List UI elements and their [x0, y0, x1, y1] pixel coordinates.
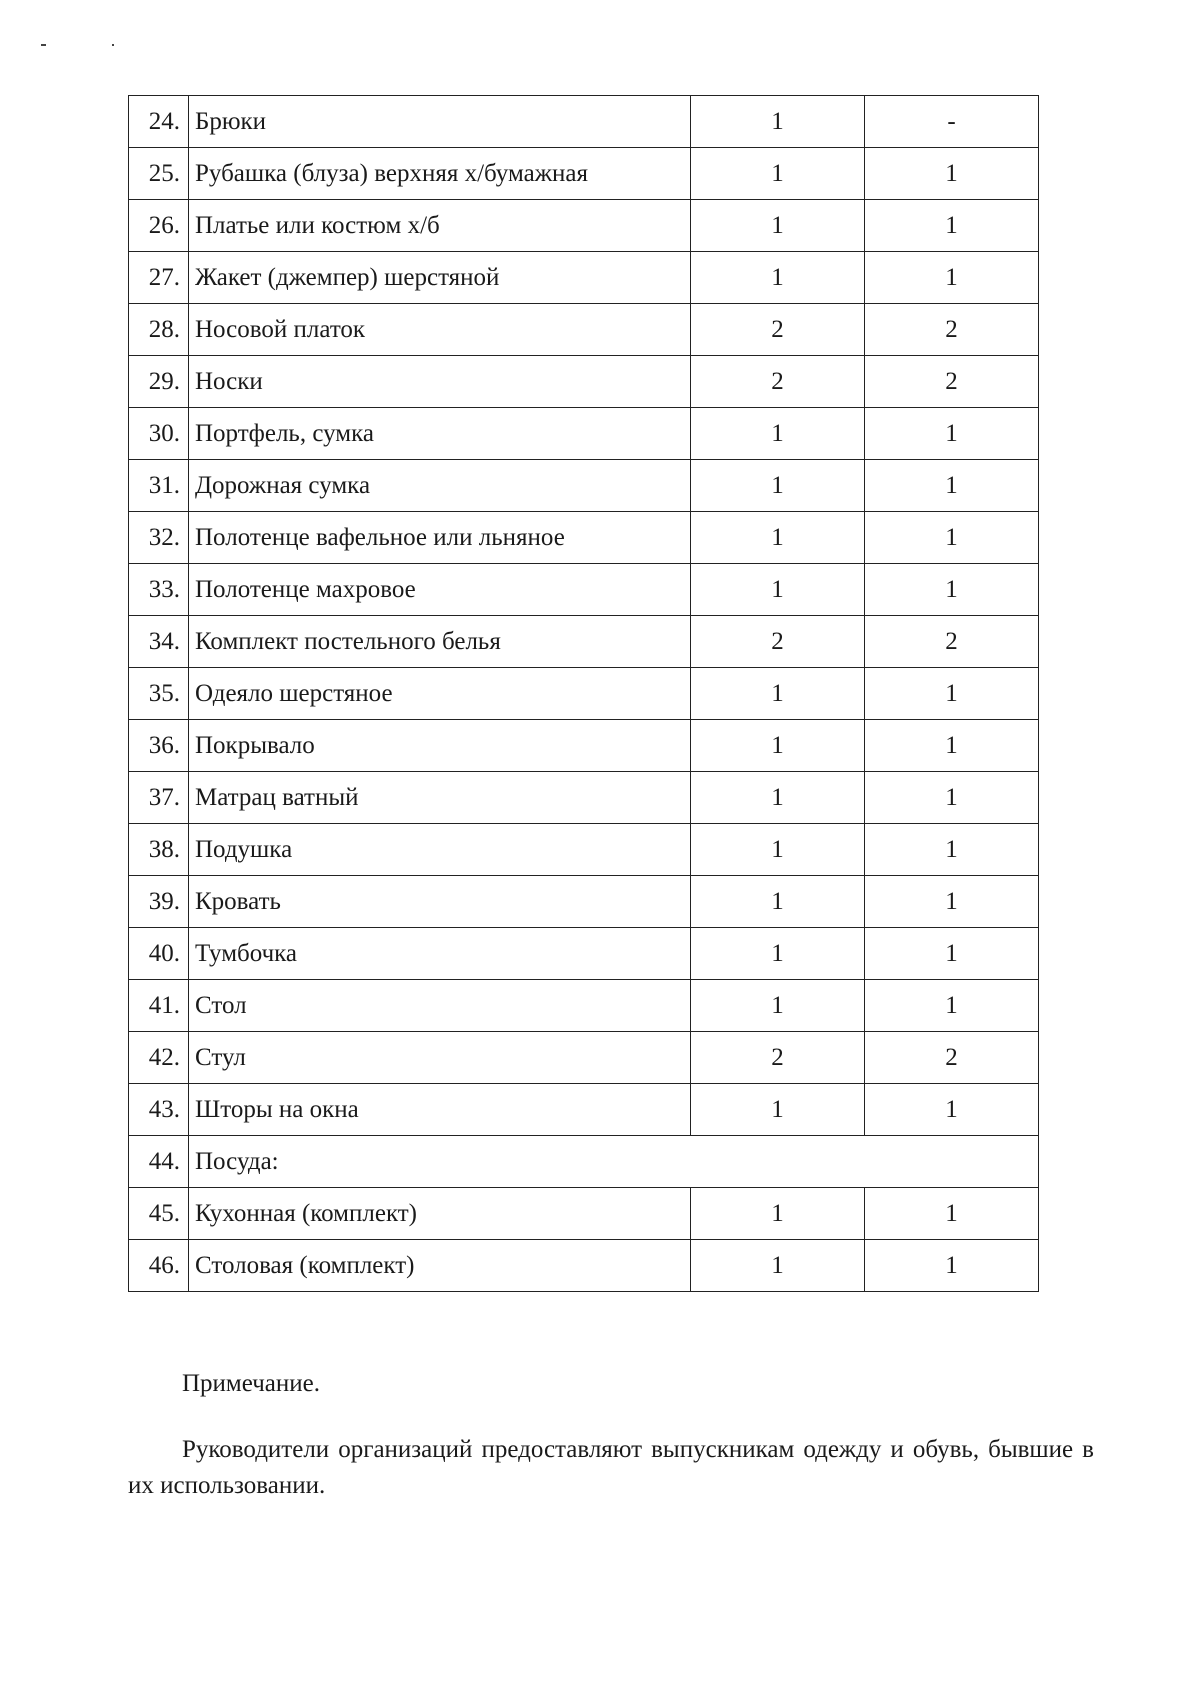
- quantity-col-2: 1: [865, 720, 1039, 772]
- row-number: 44.: [129, 1136, 189, 1188]
- table-row: [129, 1188, 1039, 1240]
- quantity-col-2: 1: [865, 1084, 1039, 1136]
- item-name: Кухонная (комплект): [189, 1188, 691, 1240]
- table-row: [129, 1032, 1039, 1084]
- row-number: 26.: [129, 200, 189, 252]
- note-title: Примечание.: [182, 1370, 321, 1397]
- quantity-col-1: 1: [691, 460, 865, 512]
- table-row: [129, 1136, 1039, 1188]
- quantity-col-1: 1: [691, 96, 865, 148]
- quantity-col-2: 1: [865, 980, 1039, 1032]
- quantity-col-1: 1: [691, 512, 865, 564]
- table-row: [129, 980, 1039, 1032]
- quantity-col-1: 2: [691, 304, 865, 356]
- quantity-col-1: 1: [691, 928, 865, 980]
- row-number: 27.: [129, 252, 189, 304]
- quantity-col-2: 1: [865, 252, 1039, 304]
- row-number: 39.: [129, 876, 189, 928]
- row-number: 35.: [129, 668, 189, 720]
- quantity-col-2: 1: [865, 824, 1039, 876]
- quantity-col-1: 1: [691, 408, 865, 460]
- table-row: [129, 252, 1039, 304]
- quantity-col-1: 1: [691, 1188, 865, 1240]
- table-row: [129, 408, 1039, 460]
- table-row: [129, 1240, 1039, 1292]
- item-name: Покрывало: [189, 720, 691, 772]
- quantity-col-1: 1: [691, 252, 865, 304]
- row-number: 24.: [129, 96, 189, 148]
- table-row: [129, 720, 1039, 772]
- item-name: Портфель, сумка: [189, 408, 691, 460]
- scan-speck: [41, 44, 46, 46]
- row-number: 36.: [129, 720, 189, 772]
- quantity-col-1: 1: [691, 980, 865, 1032]
- row-number: 25.: [129, 148, 189, 200]
- table-row: [129, 928, 1039, 980]
- item-name: Носовой платок: [189, 304, 691, 356]
- item-name: Столовая (комплект): [189, 1240, 691, 1292]
- row-number: 31.: [129, 460, 189, 512]
- quantity-col-1: 1: [691, 564, 865, 616]
- quantity-col-2: 1: [865, 928, 1039, 980]
- item-name: Посуда:: [189, 1136, 1039, 1188]
- row-number: 37.: [129, 772, 189, 824]
- row-number: 34.: [129, 616, 189, 668]
- item-name: Платье или костюм х/б: [189, 200, 691, 252]
- quantity-col-1: 2: [691, 616, 865, 668]
- item-name: Стул: [189, 1032, 691, 1084]
- item-name: Брюки: [189, 96, 691, 148]
- row-number: 43.: [129, 1084, 189, 1136]
- item-name: Рубашка (блуза) верхняя х/бумажная: [189, 148, 691, 200]
- item-name: Жакет (джемпер) шерстяной: [189, 252, 691, 304]
- item-name: Комплект постельного белья: [189, 616, 691, 668]
- quantity-col-1: 1: [691, 876, 865, 928]
- quantity-col-2: -: [865, 96, 1039, 148]
- table-row: [129, 824, 1039, 876]
- row-number: 38.: [129, 824, 189, 876]
- item-name: Полотенце махровое: [189, 564, 691, 616]
- quantity-col-2: 2: [865, 356, 1039, 408]
- quantity-col-1: 1: [691, 668, 865, 720]
- row-number: 46.: [129, 1240, 189, 1292]
- table-row: [129, 356, 1039, 408]
- table-row: [129, 512, 1039, 564]
- quantity-col-2: 1: [865, 876, 1039, 928]
- table-row: [129, 564, 1039, 616]
- quantity-col-2: 1: [865, 772, 1039, 824]
- quantity-col-2: 2: [865, 1032, 1039, 1084]
- quantity-col-2: 1: [865, 148, 1039, 200]
- quantity-col-2: 1: [865, 512, 1039, 564]
- quantity-col-1: 1: [691, 1084, 865, 1136]
- items-table-body: [129, 96, 1039, 1292]
- items-table: [128, 95, 1039, 1292]
- quantity-col-1: 1: [691, 824, 865, 876]
- table-row: [129, 200, 1039, 252]
- quantity-col-2: 1: [865, 1188, 1039, 1240]
- quantity-col-2: 2: [865, 304, 1039, 356]
- item-name: Матрац ватный: [189, 772, 691, 824]
- quantity-col-1: 2: [691, 356, 865, 408]
- note-text: Руководители организаций предоставляют выпускникам одежду и обувь, бывшие в их использовании.: [128, 1436, 1094, 1499]
- quantity-col-2: 2: [865, 616, 1039, 668]
- quantity-col-2: 1: [865, 668, 1039, 720]
- item-name: Подушка: [189, 824, 691, 876]
- quantity-col-2: 1: [865, 1240, 1039, 1292]
- row-number: 32.: [129, 512, 189, 564]
- quantity-col-1: 1: [691, 772, 865, 824]
- table-row: [129, 668, 1039, 720]
- quantity-col-1: 2: [691, 1032, 865, 1084]
- quantity-col-1: 1: [691, 1240, 865, 1292]
- quantity-col-2: 1: [865, 564, 1039, 616]
- scan-speck: [112, 44, 114, 46]
- item-name: Одеяло шерстяное: [189, 668, 691, 720]
- quantity-col-1: 1: [691, 200, 865, 252]
- item-name: Кровать: [189, 876, 691, 928]
- row-number: 29.: [129, 356, 189, 408]
- quantity-col-2: 1: [865, 408, 1039, 460]
- row-number: 28.: [129, 304, 189, 356]
- table-row: [129, 616, 1039, 668]
- item-name: Дорожная сумка: [189, 460, 691, 512]
- table-row: [129, 876, 1039, 928]
- row-number: 42.: [129, 1032, 189, 1084]
- row-number: 30.: [129, 408, 189, 460]
- row-number: 40.: [129, 928, 189, 980]
- table-row: [129, 96, 1039, 148]
- item-name: Тумбочка: [189, 928, 691, 980]
- item-name: Полотенце вафельное или льняное: [189, 512, 691, 564]
- table-row: [129, 148, 1039, 200]
- quantity-col-2: 1: [865, 460, 1039, 512]
- item-name: Стол: [189, 980, 691, 1032]
- row-number: 33.: [129, 564, 189, 616]
- row-number: 45.: [129, 1188, 189, 1240]
- quantity-col-1: 1: [691, 720, 865, 772]
- table-row: [129, 460, 1039, 512]
- table-row: [129, 1084, 1039, 1136]
- table-row: [129, 772, 1039, 824]
- item-name: Шторы на окна: [189, 1084, 691, 1136]
- table-row: [129, 304, 1039, 356]
- row-number: 41.: [129, 980, 189, 1032]
- item-name: Носки: [189, 356, 691, 408]
- quantity-col-1: 1: [691, 148, 865, 200]
- quantity-col-2: 1: [865, 200, 1039, 252]
